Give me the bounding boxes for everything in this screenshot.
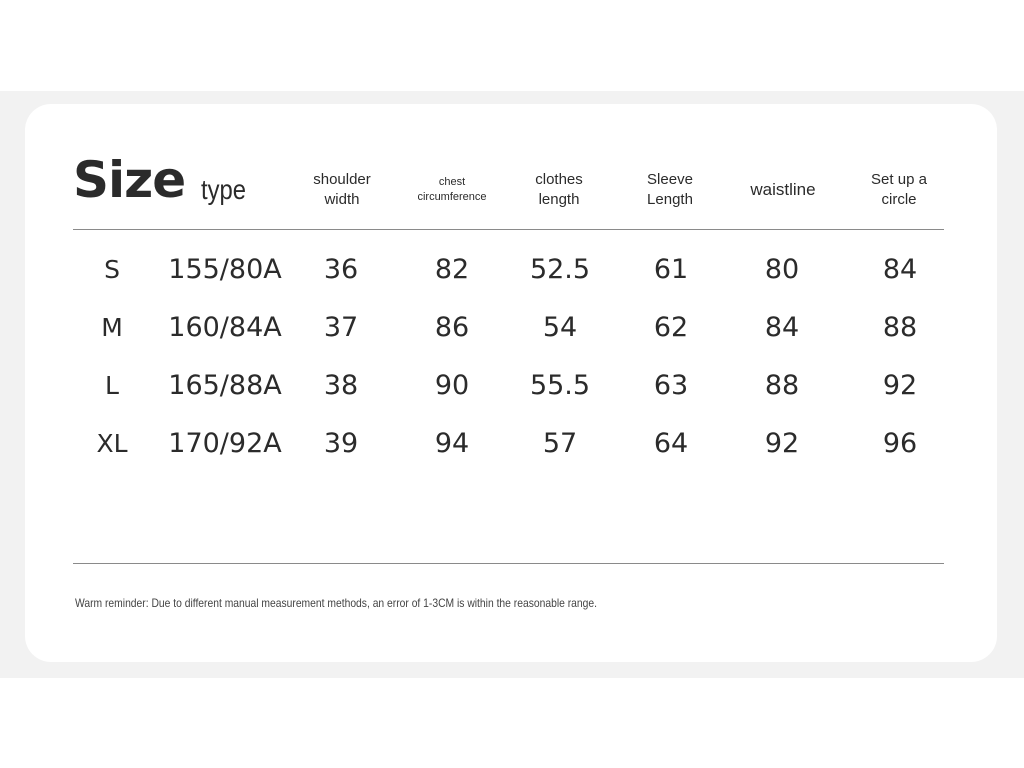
cell-shoulder: 38	[323, 370, 359, 401]
header-clothes-line2: length	[538, 191, 580, 208]
cell-type: 155/80A	[168, 254, 282, 285]
header-chest-circumference	[417, 165, 486, 215]
header-shoulder-line1: shoulder	[313, 171, 371, 188]
cell-size: M	[101, 313, 123, 342]
cell-size: S	[104, 255, 120, 284]
header-clothes-line1: clothes	[535, 171, 583, 188]
cell-type: 165/88A	[168, 370, 282, 401]
cell-setup: 88	[882, 312, 918, 343]
cell-shoulder: 36	[323, 254, 359, 285]
cell-chest: 82	[434, 254, 470, 285]
header-type	[201, 165, 246, 215]
cell-sleeve: 64	[653, 428, 689, 459]
header-shoulder-line2: width	[324, 191, 360, 208]
cell-chest: 94	[434, 428, 470, 459]
cell-type: 170/92A	[168, 428, 282, 459]
header-clothes-length	[535, 165, 583, 215]
cell-shoulder: 39	[323, 428, 359, 459]
table-row	[0, 308, 1024, 348]
cell-clothes: 55.5	[529, 370, 591, 401]
cell-size: XL	[96, 429, 128, 458]
cell-setup: 92	[882, 370, 918, 401]
header-waistline	[750, 165, 815, 215]
cell-shoulder: 37	[323, 312, 359, 343]
table-row	[0, 250, 1024, 290]
table-row	[0, 424, 1024, 464]
header-sleeve-line1: Sleeve	[647, 171, 693, 188]
cell-clothes: 52.5	[529, 254, 591, 285]
cell-size: L	[105, 371, 119, 400]
cell-waist: 84	[764, 312, 800, 343]
cell-sleeve: 63	[653, 370, 689, 401]
header-set-up-circle	[871, 165, 927, 215]
cell-waist: 80	[764, 254, 800, 285]
cell-waist: 92	[764, 428, 800, 459]
warm-reminder-note: Warm reminder: Due to different manual measurement methods, an error of 1-3CM is within the reasonable range.	[75, 596, 597, 610]
header-chest-line1: chest	[438, 176, 466, 188]
footer-divider	[73, 563, 944, 564]
chart-title: Size	[73, 151, 186, 209]
header-sleeve-line2: Length	[647, 191, 693, 208]
header-setup-line1: Set up a	[871, 171, 927, 188]
header-divider	[73, 229, 944, 230]
cell-setup: 84	[882, 254, 918, 285]
header-waist-label: waistline	[750, 180, 816, 199]
header-sleeve-length	[647, 165, 693, 215]
cell-chest: 86	[434, 312, 470, 343]
cell-waist: 88	[764, 370, 800, 401]
header-chest-line2: circumference	[417, 191, 487, 203]
header-type-label: type	[201, 174, 246, 205]
cell-sleeve: 62	[653, 312, 689, 343]
cell-clothes: 57	[542, 428, 578, 459]
header-shoulder-width	[313, 165, 371, 215]
cell-chest: 90	[434, 370, 470, 401]
cell-setup: 96	[882, 428, 918, 459]
header-setup-line2: circle	[881, 191, 917, 208]
cell-clothes: 54	[542, 312, 578, 343]
cell-sleeve: 61	[653, 254, 689, 285]
table-row	[0, 366, 1024, 406]
cell-type: 160/84A	[168, 312, 282, 343]
